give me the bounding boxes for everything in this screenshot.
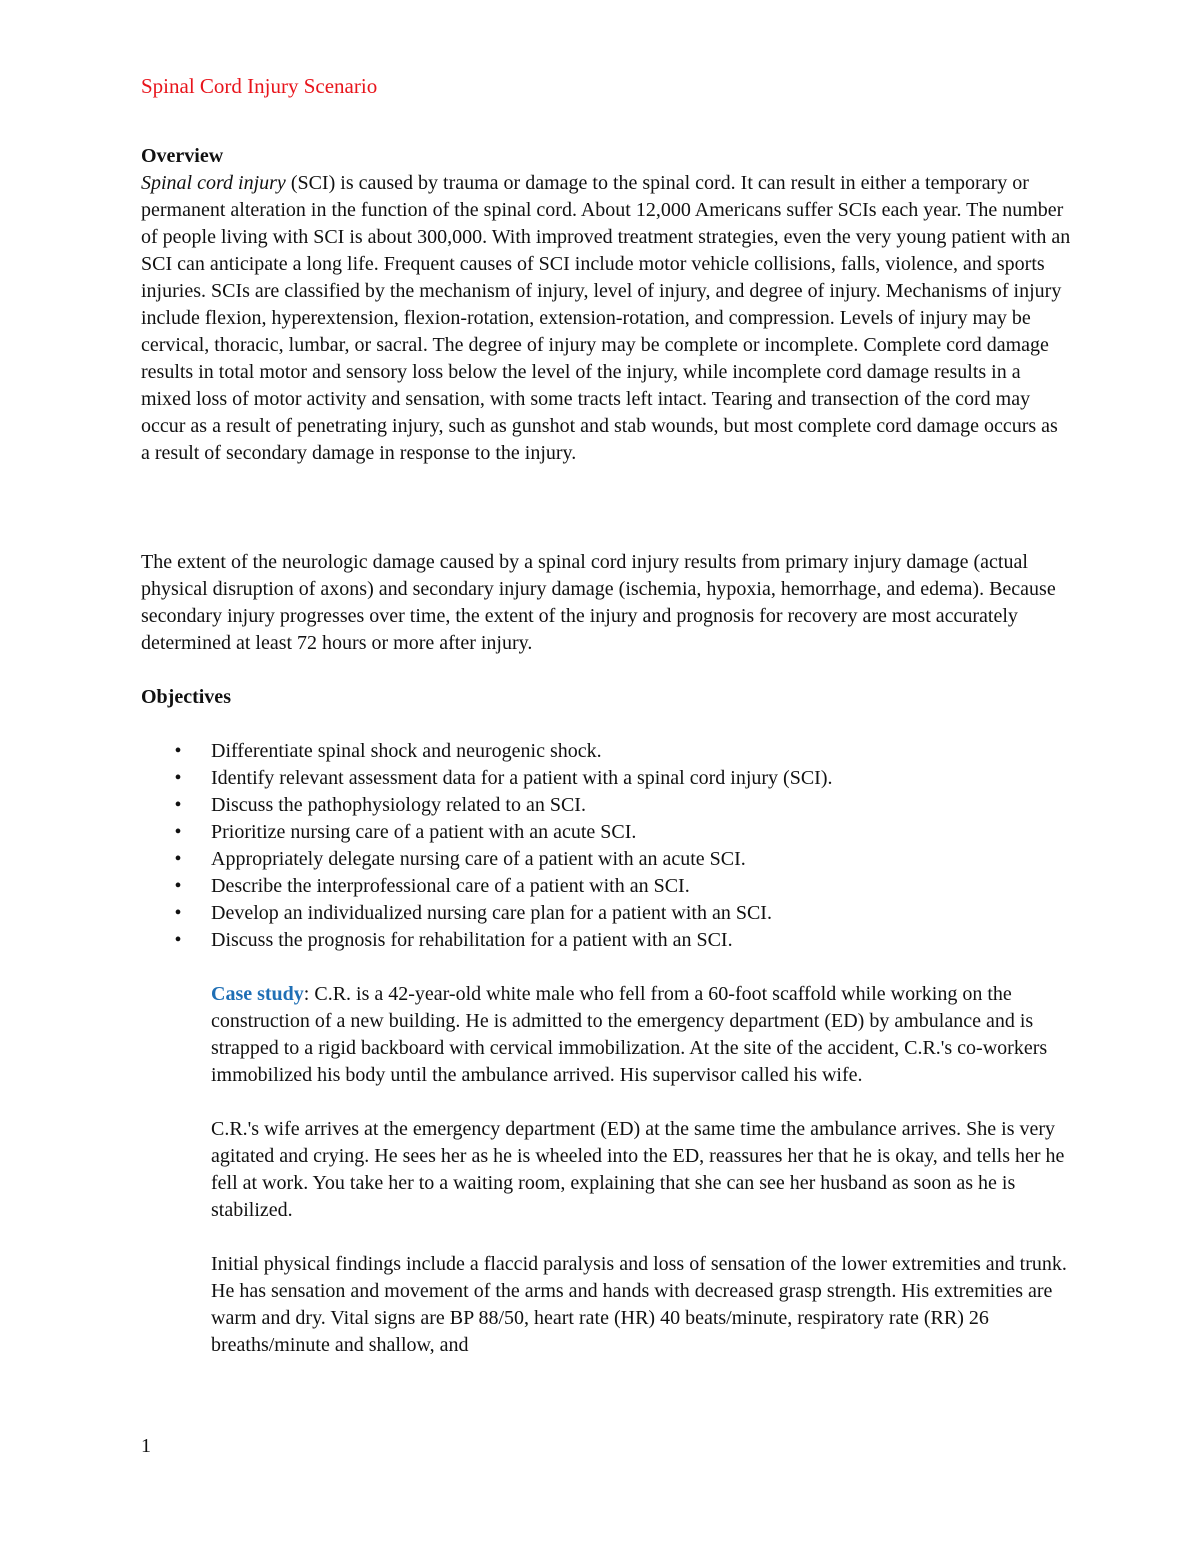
bullet-icon: • (174, 767, 182, 789)
list-item (141, 792, 1071, 819)
case-study-intro-paragraph (211, 981, 1071, 1089)
page-number: 1 (141, 1435, 151, 1457)
bullet-icon: • (174, 740, 182, 762)
neurologic-damage-paragraph: The extent of the neurologic damage caused by a spinal cord injury results from primary injury damage (actual physical disruption of axons) and secondary injury damage (ischemia, hypoxia, hemorrhage, and edema). Because secondary injury progresses over time, the extent of the injury and prognosis for recovery are most accurately determined at least 72 hours or more after injury. (141, 551, 1056, 654)
objectives-heading: Objectives (141, 686, 231, 708)
objective-text: Differentiate spinal shock and neurogenic shock. (211, 740, 602, 762)
bullet-icon: • (174, 848, 182, 870)
overview-text: (SCI) is caused by trauma or damage to the spinal cord. It can result in either a temporary or permanent alteration in the function of the spinal cord. About 12,000 Americans suffer SCIs each year. The number of people living with SCI is about 300,000. With improved treatment strategies, even the very young patient with an SCI can anticipate a long life. Frequent causes of SCI include motor vehicle collisions, falls, violence, and sports injuries. SCIs are classified by the mechanism of injury, level of injury, and degree of injury. Mechanisms of injury include flexion, hyperextension, flexion-rotation, extension-rotation, and compression. Levels of injury may be cervical, thoracic, lumbar, or sacral. The degree of injury may be complete or incomplete. Complete cord damage results in total motor and sensory loss below the level of the injury, while incomplete cord damage results in a mixed loss of motor activity and sensation, with some tracts left intact. Tearing and transection of the cord may occur as a result of penetrating injury, such as gunshot and stab wounds, but most complete cord damage occurs as a result of secondary damage in response to the injury. (141, 172, 1071, 464)
bullet-icon: • (174, 929, 182, 951)
overview-heading: Overview (141, 145, 224, 167)
case-study-intro-text: : C.R. is a 42-year-old white male who fell from a 60-foot scaffold while working on the construction of a new building. He is admitted to the emergency department (ED) by ambulance and is strapped to a rigid backboard with cervical immobilization. At the site of the accident, C.R.'s co-workers immobilized his body until the ambulance arrived. His supervisor called his wife. (211, 983, 1048, 1086)
objective-text: Appropriately delegate nursing care of a patient with an acute SCI. (211, 848, 746, 870)
bullet-icon: • (174, 794, 182, 816)
case-study-label: Case study (211, 983, 304, 1005)
bullet-icon: • (174, 902, 182, 924)
list-item (141, 873, 1071, 900)
list-item (141, 738, 1071, 765)
objectives-list (141, 738, 1071, 954)
document-title: Spinal Cord Injury Scenario (141, 74, 378, 98)
bullet-icon: • (174, 821, 182, 843)
case-study-section (211, 981, 1071, 1386)
objective-text: Discuss the pathophysiology related to an SCI. (211, 794, 586, 816)
neurologic-damage-section (141, 549, 1071, 657)
list-item (141, 846, 1071, 873)
list-item (141, 819, 1071, 846)
overview-section (141, 143, 1071, 467)
bullet-icon: • (174, 875, 182, 897)
objective-text: Prioritize nursing care of a patient with an acute SCI. (211, 821, 637, 843)
case-study-paragraph-3: Initial physical findings include a flaccid paralysis and loss of sensation of the lower extremities and trunk. He has sensation and movement of the arms and hands with decreased grasp strength. His extremities are warm and dry. Vital signs are BP 88/50, heart rate (HR) 40 beats/minute, respiratory rate (RR) 26 breaths/minute and shallow, and (211, 1253, 1067, 1356)
list-item (141, 927, 1071, 954)
overview-paragraph (141, 170, 1071, 467)
overview-term: Spinal cord injury (141, 172, 286, 194)
case-study-paragraph-2: C.R.'s wife arrives at the emergency department (ED) at the same time the ambulance arrives. She is very agitated and crying. He sees her as he is wheeled into the ED, reassures her that he is okay, and tells her he fell at work. You take her to a waiting room, explaining that she can see her husband as soon as he is stabilized. (211, 1118, 1065, 1221)
list-item (141, 900, 1071, 927)
list-item (141, 765, 1071, 792)
objective-text: Identify relevant assessment data for a patient with a spinal cord injury (SCI). (211, 767, 833, 789)
objective-text: Develop an individualized nursing care plan for a patient with an SCI. (211, 902, 772, 924)
objective-text: Discuss the prognosis for rehabilitation for a patient with an SCI. (211, 929, 733, 951)
objective-text: Describe the interprofessional care of a patient with an SCI. (211, 875, 690, 897)
